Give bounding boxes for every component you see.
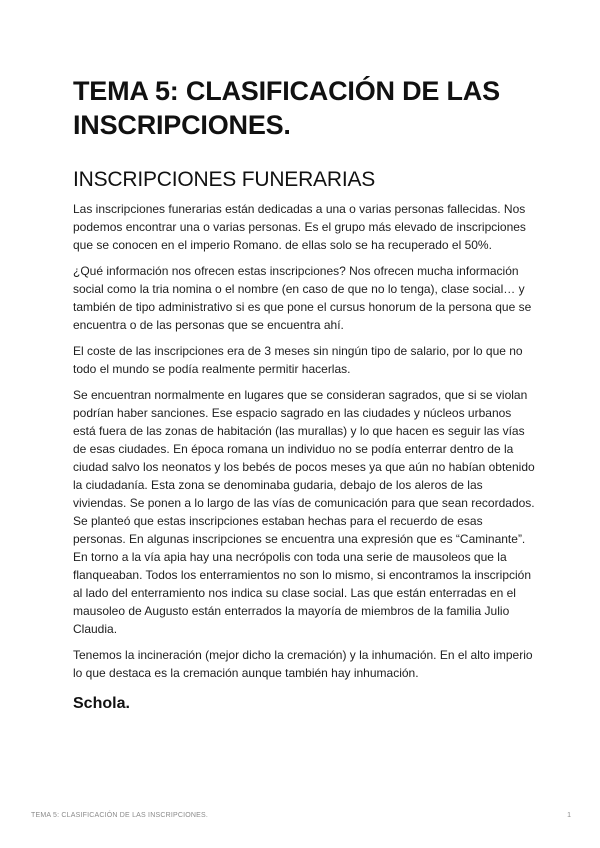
- section-heading: INSCRIPCIONES FUNERARIAS: [73, 168, 376, 191]
- sub-heading: Schola.: [73, 695, 130, 712]
- paragraph-information: ¿Qué información nos ofrecen estas inscripciones? Nos ofrecen mucha información social como la tria nomina o el nombre (en caso de que no lo tenga), clase social… y también de tipo administrativo si es que pone el cursus honorum de la persona que se encuentra o de las personas que se encuentra ahí.: [73, 264, 532, 332]
- page-title: TEMA 5: CLASIFICACIÓN DE LAS INSCRIPCIONES.: [73, 76, 500, 140]
- paragraph-intro: Las inscripciones funerarias están dedicadas a una o varias personas fallecidas. Nos podemos encontrar una o varias personas. Es el grupo más elevado de inscripciones que se conocen en el imperio Romano. de ellas solo se ha recuperado el 50%.: [73, 202, 526, 252]
- paragraph-location: Se encuentran normalmente en lugares que se consideran sagrados, que si se violan podrían haber sanciones. Ese espacio sagrado en las ciudades y núcleos urbanos está fuera de las zonas de habitación (las murallas) y lo que hacen es seguir las vías de esas ciudades. En época romana un individuo no se podía enterrar dentro de la ciudad salvo los neonatos y los bebés de pocos meses ya que aún no habían obtenido la ciudadanía. Esta zona se denominaba gudaria, debajo de los aleros de las viviendas. Se ponen a lo largo de las vías de comunicación para que sean recordados. Se planteó que estas inscripciones estaban hechas para el recuerdo de esas personas. En algunas inscripciones se encuentra una expresión que es “Caminante”. En torno a la vía apia hay una necrópolis con toda una serie de mausoleos que la flanqueaban. Todos los enterramientos no son lo mismo, si encontramos la inscripción al lado del enterramiento nos indica su clase social. Las que están enterradas en el mausoleo de Augusto están enterrados la mayoría de miembros de la familia Julio Claudia.: [73, 388, 535, 636]
- page-content: [73, 74, 535, 714]
- footer-running-title: TEMA 5: CLASIFICACIÓN DE LAS INSCRIPCIONES.: [31, 812, 209, 819]
- paragraph-burial-types: Tenemos la incineración (mejor dicho la cremación) y la inhumación. En el alto imperio lo que destaca es la cremación aunque también hay inhumación.: [73, 648, 533, 680]
- paragraph-cost: El coste de las inscripciones era de 3 meses sin ningún tipo de salario, por lo que no todo el mundo se podía realmente permitir hacerlas.: [73, 344, 523, 376]
- footer-page-number: 1: [567, 812, 571, 819]
